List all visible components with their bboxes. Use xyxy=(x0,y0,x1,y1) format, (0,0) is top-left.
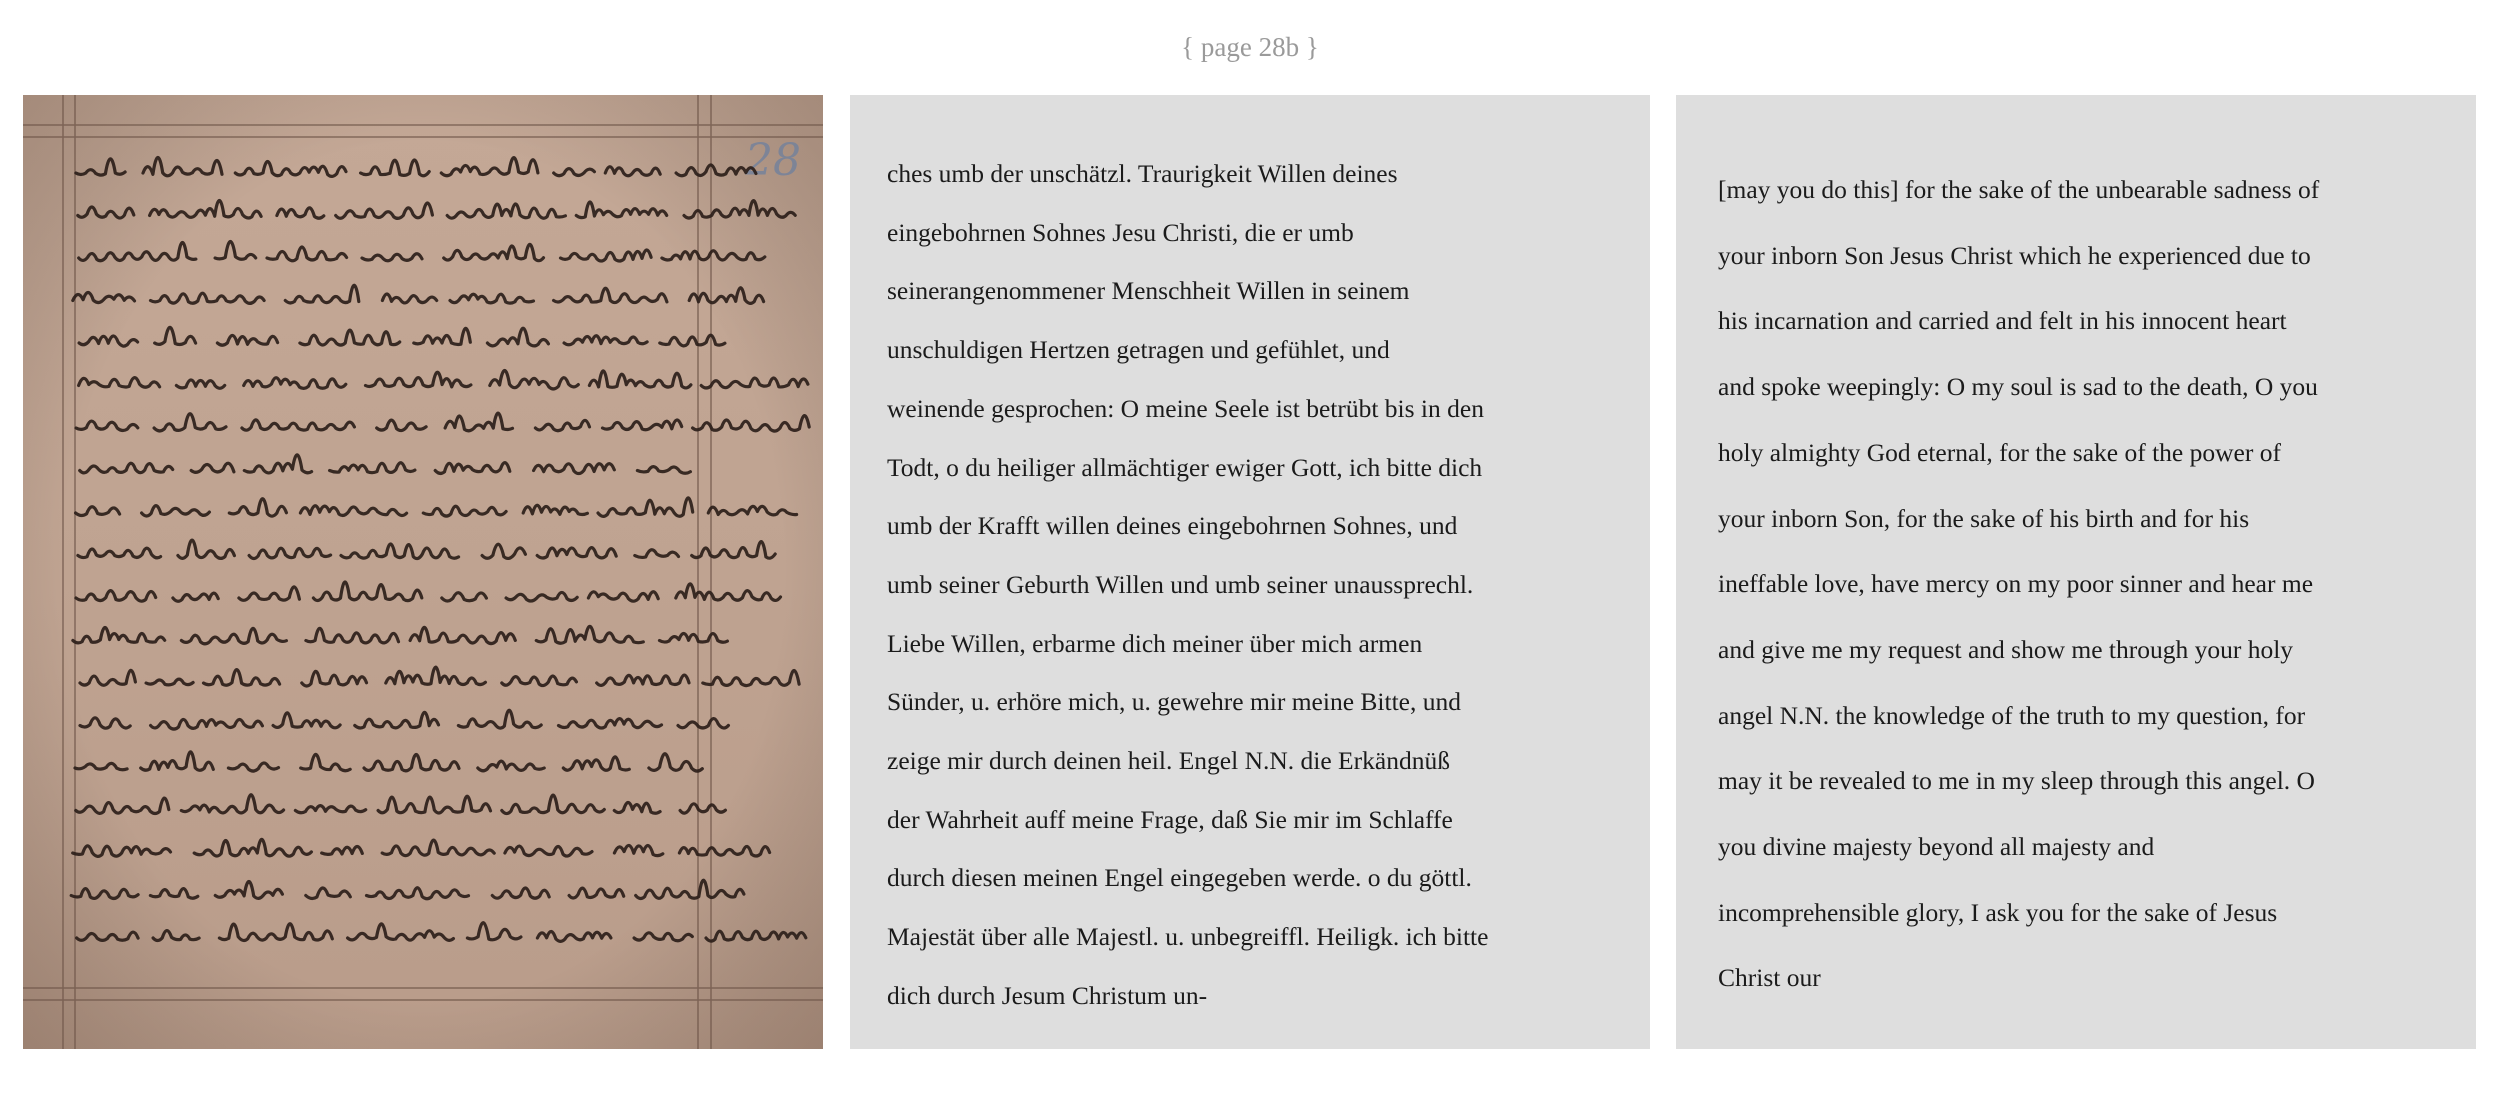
transcription-line: unschuldigen Hertzen getragen und gefühlet, und xyxy=(887,335,1390,365)
translation-line: and spoke weepingly: O my soul is sad to the death, O you xyxy=(1718,372,2318,402)
transcription-line: durch diesen meinen Engel eingegeben werde. o du göttl. xyxy=(887,863,1472,893)
folio-number: 28 xyxy=(745,135,801,186)
translation-panel xyxy=(1676,95,2476,1049)
transcription-panel xyxy=(850,95,1650,1049)
transcription-line: umb der Krafft willen deines eingebohrnen Sohnes, und xyxy=(887,511,1458,541)
manuscript-scan-image xyxy=(23,95,823,1049)
transcription-line: dich durch Jesum Christum un- xyxy=(887,980,1208,1010)
transcription-line: der Wahrheit auff meine Frage, daß Sie mir im Schlaffe xyxy=(887,804,1453,834)
translation-line: his incarnation and carried and felt in his innocent heart xyxy=(1718,306,2287,336)
translation-line: you divine majesty beyond all majesty and xyxy=(1718,832,2155,862)
transcription-text xyxy=(887,145,1616,1026)
translation-line: ineffable love, have mercy on my poor sinner and hear me xyxy=(1718,569,2314,599)
transcription-line: Liebe Willen, erbarme dich meiner über mich armen xyxy=(887,628,1423,658)
transcription-line: umb seiner Geburth Willen und umb seiner unaussprechl. xyxy=(887,569,1474,599)
transcription-line: Majestät über alle Majestl. u. unbegreiffl. Heiligk. ich bitte xyxy=(887,922,1489,952)
translation-text xyxy=(1718,157,2446,1011)
transcription-line: Todt, o du heiliger allmächtiger ewiger Gott, ich bitte dich xyxy=(887,452,1483,482)
translation-line: and give me my request and show me through your holy xyxy=(1718,634,2294,664)
translation-line: incomprehensible glory, I ask you for the sake of Jesus xyxy=(1718,897,2278,927)
transcription-line: ches umb der unschätzl. Traurigkeit Willen deines xyxy=(887,159,1398,188)
transcription-line: seinerangenommener Menschheit Willen in seinem xyxy=(887,276,1410,306)
translation-line: may it be revealed to me in my sleep through this angel. O xyxy=(1718,766,2315,796)
transcription-line: Sünder, u. erhöre mich, u. gewehre mir meine Bitte, und xyxy=(887,687,1461,717)
transcription-line: zeige mir durch deinen heil. Engel N.N. die Erkändnüß xyxy=(887,746,1450,776)
translation-line: your inborn Son, for the sake of his birth and for his xyxy=(1718,503,2250,533)
translation-line: [may you do this] for the sake of the unbearable sadness of xyxy=(1718,175,2320,204)
translation-line: your inborn Son Jesus Christ which he experienced due to xyxy=(1718,240,2311,270)
transcription-line: weinende gesprochen: O meine Seele ist betrübt bis in den xyxy=(887,393,1484,423)
page-label: { page 28b } xyxy=(1181,32,1319,62)
translation-line: holy almighty God eternal, for the sake of the power of xyxy=(1718,437,2281,467)
transcription-line: eingebohrnen Sohnes Jesu Christi, die er umb xyxy=(887,217,1354,247)
translation-line: Christ our xyxy=(1718,963,1821,993)
translation-line: angel N.N. the knowledge of the truth to my question, for xyxy=(1718,700,2306,730)
